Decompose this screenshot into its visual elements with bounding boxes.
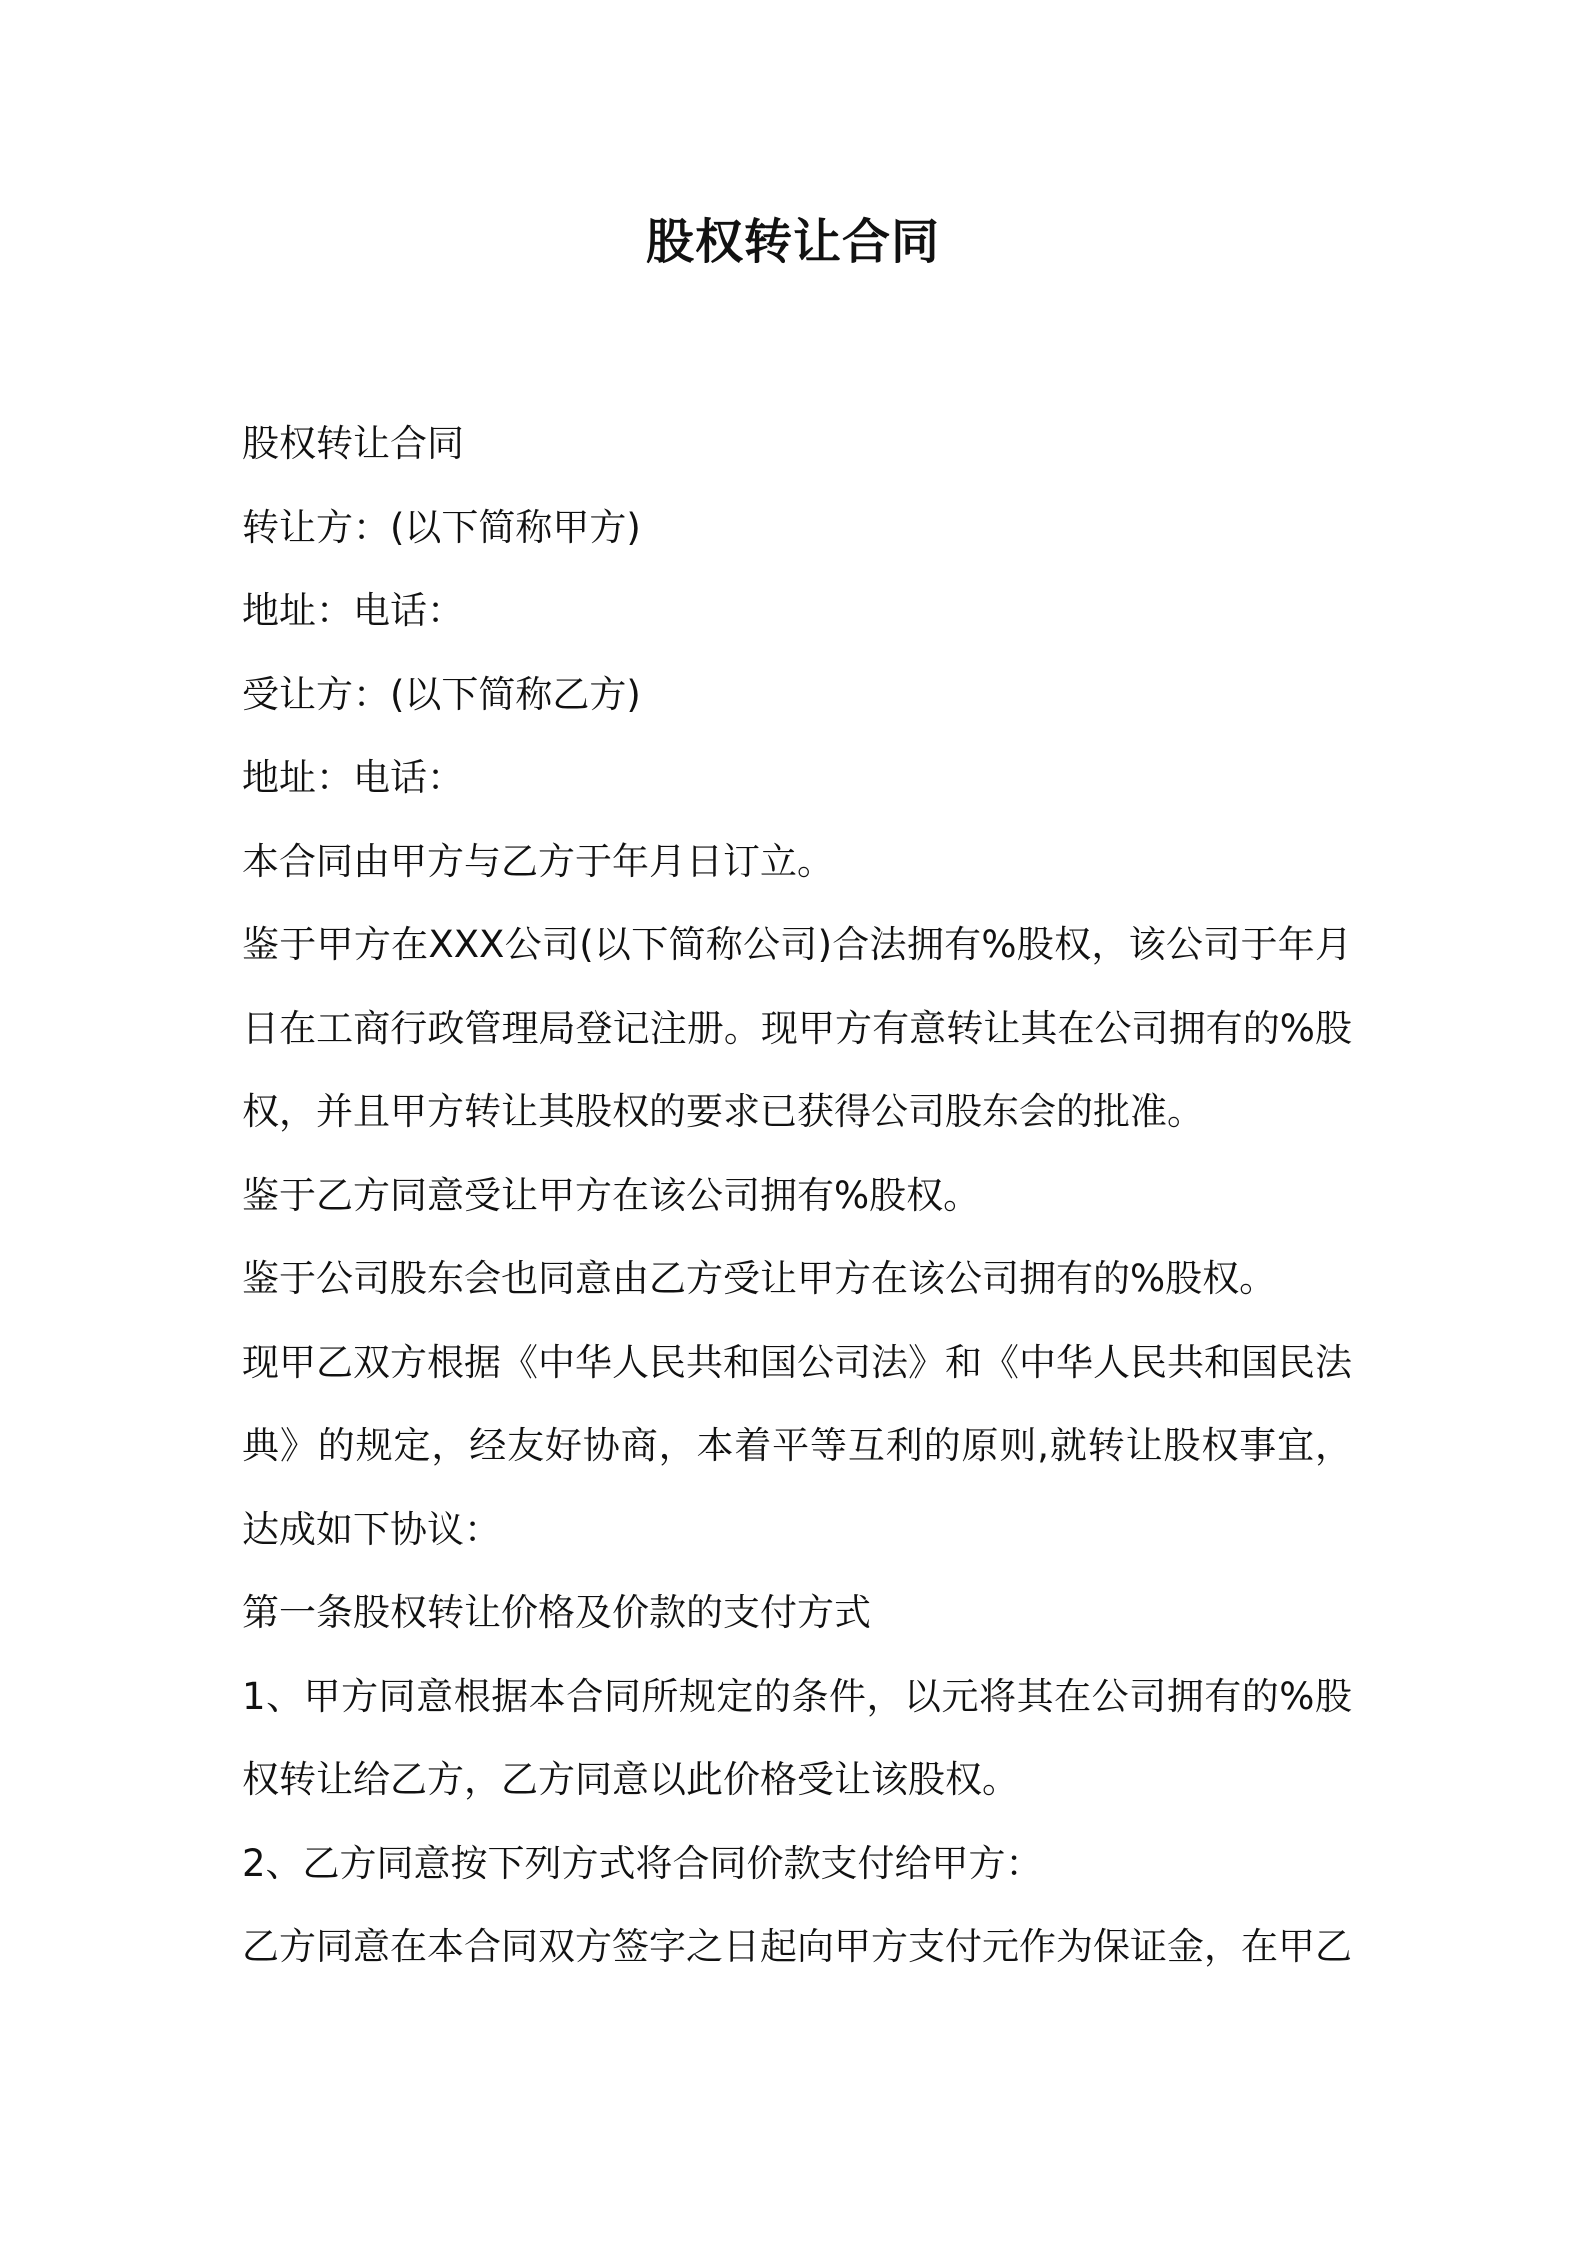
paragraph-article-1-heading: 第一条股权转让价格及价款的支付方式 <box>242 1591 871 1634</box>
paragraph-heading: 股权转让合同 <box>242 422 464 465</box>
paragraph-transferor-contact: 地址：电话： <box>242 589 464 632</box>
paragraph-recital-1: 鉴于甲方在XXX公司(以下简称公司)合法拥有%股权，该公司于年月日在工商行政管理局登记注册。现甲方有意转让其在公司拥有的%股权，并且甲方转让其股权的要求已获得公司股东会的批准。 <box>242 923 1352 1133</box>
paragraph-article-1-clause-1: 1、甲方同意根据本合同所规定的条件，以元将其在公司拥有的%股权转让给乙方，乙方同意以此价格受让该股权。 <box>242 1674 1352 1801</box>
document-title: 股权转让合同 <box>645 214 940 270</box>
paragraph-recital-2: 鉴于乙方同意受让甲方在该公司拥有%股权。 <box>242 1173 981 1217</box>
paragraph-recital-3: 鉴于公司股东会也同意由乙方受让甲方在该公司拥有的%股权。 <box>242 1257 1277 1300</box>
paragraph-recital-4: 现甲乙双方根据《中华人民共和国公司法》和《中华人民共和国民法典》的规定，经友好协商，本着平等互利的原则,就转让股权事宜，达成如下协议： <box>242 1340 1352 1551</box>
paragraph-payment-terms: 乙方同意在本合同双方签字之日起向甲方支付元作为保证金，在甲乙 <box>242 1925 1352 1968</box>
document-body <box>242 402 1352 1989</box>
paragraph-transferee-contact: 地址：电话： <box>242 756 464 799</box>
paragraph-article-1-clause-2: 2、乙方同意按下列方式将合同价款支付给甲方： <box>242 1841 1043 1885</box>
paragraph-transferee: 受让方：(以下简称乙方) <box>242 672 641 716</box>
paragraph-date: 本合同由甲方与乙方于年月日订立。 <box>242 839 834 883</box>
paragraph-transferor: 转让方：(以下简称甲方) <box>242 505 641 549</box>
